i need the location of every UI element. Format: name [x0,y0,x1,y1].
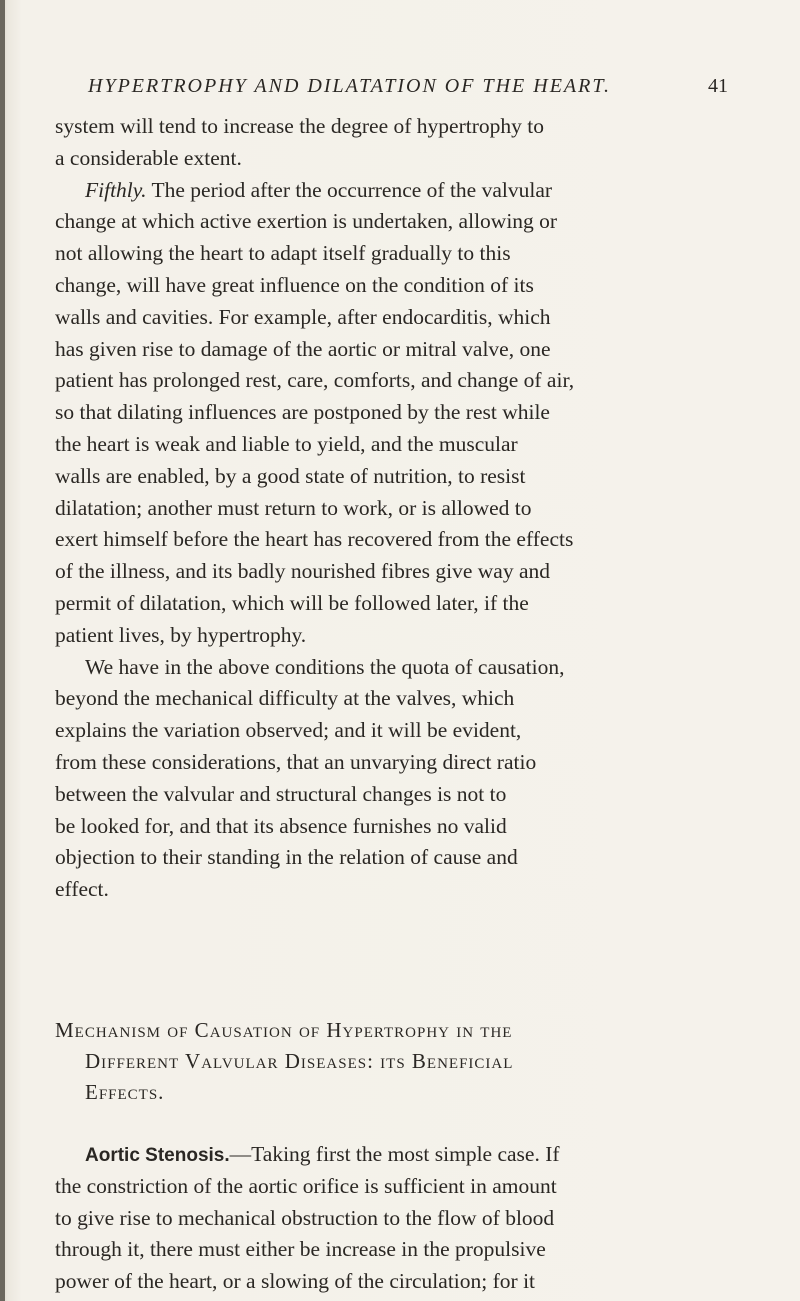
running-header [88,75,728,98]
running-title: HYPERTROPHY AND DILATATION OF THE HEART. [88,75,611,97]
section-heading [55,1015,745,1108]
text-line: the heart is weak and liable to yield, and the muscular [55,431,518,456]
text-line: patient lives, by hypertrophy. [55,622,307,647]
text-line: be looked for, and that its absence furnishes no valid [55,813,507,838]
text-line: explains the variation observed; and it will be evident, [55,718,522,743]
text-line: has given rise to damage of the aortic or mitral valve, one [55,336,551,361]
text-line: —Taking first the most simple case. If [229,1142,560,1166]
heading-line: Different Valvular Diseases: its Beneficial [85,1049,514,1073]
page-number: 41 [708,75,728,97]
text-line: dilatation; another must return to work, or is allowed to [55,495,532,520]
body-text-continued [55,1139,745,1298]
text-line: of the illness, and its badly nourished fibres give way and [55,559,550,584]
text-line: We have in the above conditions the quota of causation, [85,654,565,679]
text-line: from these considerations, that an unvarying direct ratio [55,749,537,774]
paragraph-label: Fifthly. [85,177,147,202]
text-line: change at which active exertion is undertaken, allowing or [55,209,558,234]
text-line: so that dilating influences are postponed by the rest while [55,400,550,425]
text-line: walls are enabled, by a good state of nutrition, to resist [55,463,526,488]
text-line: power of the heart, or a slowing of the circulation; for it [55,1269,536,1294]
body-text [55,111,745,906]
text-line: not allowing the heart to adapt itself gradually to this [55,241,511,266]
text-line: effect. [55,877,109,902]
text-line: the constriction of the aortic orifice is sufficient in amount [55,1173,557,1198]
paragraph-first-line [55,1139,745,1171]
page-spine-edge [0,0,5,1301]
text-line: The period after the occurrence of the valvular [146,177,553,202]
text-line: a considerable extent. [55,145,242,170]
text-line: system will tend to increase the degree of hypertrophy to [55,114,544,138]
text-line: walls and cavities. For example, after endocarditis, which [55,304,551,329]
text-line: through it, there must either be increase in the propulsive [55,1237,546,1262]
text-line: beyond the mechanical difficulty at the valves, which [55,686,515,711]
paragraph-first-line [55,175,745,207]
text-line: change, will have great influence on the condition of its [55,272,534,297]
text-line: patient has prolonged rest, care, comforts, and change of air, [55,368,575,393]
text-line: to give rise to mechanical obstruction to the flow of blood [55,1205,555,1230]
heading-line: Effects. [85,1080,165,1104]
text-line: permit of dilatation, which will be followed later, if the [55,590,529,615]
text-line: between the valvular and structural changes is not to [55,781,507,806]
text-line: objection to their standing in the relation of cause and [55,845,518,870]
heading-line: Mechanism of Causation of Hypertrophy in the [55,1018,513,1042]
paragraph-label: Aortic Stenosis. [85,1145,230,1166]
text-line: exert himself before the heart has recovered from the effects [55,527,574,552]
